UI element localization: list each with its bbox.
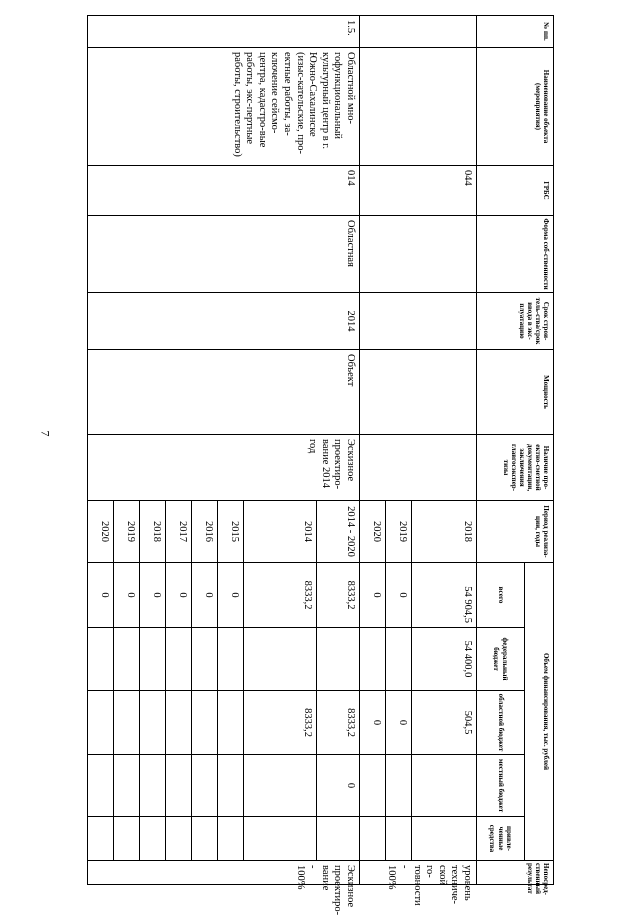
- block2-year-2017: 2017: [166, 501, 192, 563]
- block2-term: 2014: [88, 293, 360, 350]
- block2-attracted-2020: [88, 817, 114, 861]
- block1-federal-2020: [360, 628, 386, 691]
- block2-attracted-2015: [218, 817, 244, 861]
- block2-local-2017: [166, 755, 192, 817]
- block2-year-2014: 2014: [244, 501, 317, 563]
- block2-name: Областной мно-гофункциональный культурный центр в г. Южно-Сахалинске (изыс-кательские, про-ектные работы, за-ключение сейсмо-центра, кадастро-вые работы, экс-пертные работы, строительство): [88, 48, 360, 166]
- block2-attracted-2018: [140, 817, 166, 861]
- block2-year-2014-2020: 2014 - 2020: [317, 501, 360, 563]
- block1-federal-2019: [386, 628, 412, 691]
- block2-year-2020: 2020: [88, 501, 114, 563]
- block1-local-2020: [360, 755, 386, 817]
- block2-federal-2019: [114, 628, 140, 691]
- block1-result: уровень техниче-ской го-товности - 100%: [360, 861, 477, 885]
- block2-attracted-2016: [192, 817, 218, 861]
- block1-capacity: [360, 350, 477, 435]
- header-result: Непосред-ственный результат: [477, 861, 554, 885]
- block1-total-2019: 0: [386, 563, 412, 628]
- block2-local-2018: [140, 755, 166, 817]
- block2-year-2015: 2015: [218, 501, 244, 563]
- block1-term: [360, 293, 477, 350]
- block2-local-2014-2020: 0: [317, 755, 360, 817]
- block2-docs: Эскизное проектиро-вание 2014 год: [88, 435, 360, 501]
- block2-attracted-2014-2020: [317, 817, 360, 861]
- block2-regional-2020: [88, 691, 114, 755]
- block2-regional-2017: [166, 691, 192, 755]
- header-name: Наименование объекта (мероприятия): [477, 48, 554, 166]
- block2-total-2020: 0: [88, 563, 114, 628]
- block2-federal-2016: [192, 628, 218, 691]
- block2-local-2015: [218, 755, 244, 817]
- block1-attracted-2019: [386, 817, 412, 861]
- block1-federal-2018: 54 400,0: [412, 628, 477, 691]
- header-grbs: ГРБС: [477, 166, 554, 216]
- block1-regional-2020: 0: [360, 691, 386, 755]
- header-federal: федеральный бюджет: [477, 628, 525, 691]
- block1-year-2019: 2019: [386, 501, 412, 563]
- block2-regional-2016: [192, 691, 218, 755]
- block1-ownership: [360, 216, 477, 293]
- block2-total-2014: 8333,2: [244, 563, 317, 628]
- block1-year-2020: 2020: [360, 501, 386, 563]
- block2-local-2019: [114, 755, 140, 817]
- block2-regional-2014: 8333,2: [244, 691, 317, 755]
- header-period: Период реализа-ции, годы: [477, 501, 554, 563]
- block2-row-2014-2020: [317, 16, 360, 885]
- block2-federal-2015: [218, 628, 244, 691]
- block2-year-2019: 2019: [114, 501, 140, 563]
- block2-num: 1.5.: [88, 16, 360, 48]
- block2-total-2017: 0: [166, 563, 192, 628]
- block2-result: Эскизное проектиро-вание - 100%: [88, 861, 360, 885]
- block1-total-2018: 54 904,5: [412, 563, 477, 628]
- block2-year-2016: 2016: [192, 501, 218, 563]
- block2-federal-2020: [88, 628, 114, 691]
- block2-attracted-2017: [166, 817, 192, 861]
- block2-total-2016: 0: [192, 563, 218, 628]
- header-local: местный бюджет: [477, 755, 525, 817]
- block1-regional-2019: 0: [386, 691, 412, 755]
- header-financing: Объем финансирования, тыс. рублей: [525, 563, 554, 861]
- block2-total-2015: 0: [218, 563, 244, 628]
- header-term: Срок строи-тель-ства/срок ввода в экс-плуатацию: [477, 293, 554, 350]
- block2-federal-2014: [244, 628, 317, 691]
- block2-attracted-2014: [244, 817, 317, 861]
- block2-federal-2018: [140, 628, 166, 691]
- header-row-1: [525, 16, 554, 885]
- block2-total-2019: 0: [114, 563, 140, 628]
- block2-year-2018: 2018: [140, 501, 166, 563]
- block2-grbs: 014: [88, 166, 360, 216]
- block1-attracted-2020: [360, 817, 386, 861]
- block2-total-2014-2020: 8333,2: [317, 563, 360, 628]
- block2-regional-2014-2020: 8333,2: [317, 691, 360, 755]
- block2-regional-2019: [114, 691, 140, 755]
- header-num: № пп.: [477, 16, 554, 48]
- page-number: 7: [38, 430, 53, 437]
- block2-federal-2017: [166, 628, 192, 691]
- block1-regional-2018: 504,5: [412, 691, 477, 755]
- block2-local-2016: [192, 755, 218, 817]
- block2-local-2020: [88, 755, 114, 817]
- block2-local-2014: [244, 755, 317, 817]
- block2-attracted-2019: [114, 817, 140, 861]
- header-capacity: Мощность: [477, 350, 554, 435]
- block1-attracted-2018: [412, 817, 477, 861]
- program-table: [87, 15, 554, 915]
- block2-federal-2014-2020: [317, 628, 360, 691]
- header-regional: областной бюджет: [477, 691, 525, 755]
- header-total: всего: [477, 563, 525, 628]
- block1-name: [360, 48, 477, 166]
- block2-regional-2015: [218, 691, 244, 755]
- block1-local-2019: [386, 755, 412, 817]
- block1-year-2018: 2018: [412, 501, 477, 563]
- block2-capacity: Объект: [88, 350, 360, 435]
- block1-local-2018: [412, 755, 477, 817]
- header-ownership: Форма соб-ственности: [477, 216, 554, 293]
- block1-docs: [360, 435, 477, 501]
- block1-row-2018: [412, 16, 477, 885]
- block2-total-2018: 0: [140, 563, 166, 628]
- header-attracted: привле-ченные средства: [477, 817, 525, 861]
- block1-num: [360, 16, 477, 48]
- block1-total-2020: 0: [360, 563, 386, 628]
- header-docs: Наличие про-ектно-сметной документации, заключения главгосэкспер-тизы: [477, 435, 554, 501]
- block2-regional-2018: [140, 691, 166, 755]
- block1-grbs: 044: [360, 166, 477, 216]
- block2-ownership: Областная: [88, 216, 360, 293]
